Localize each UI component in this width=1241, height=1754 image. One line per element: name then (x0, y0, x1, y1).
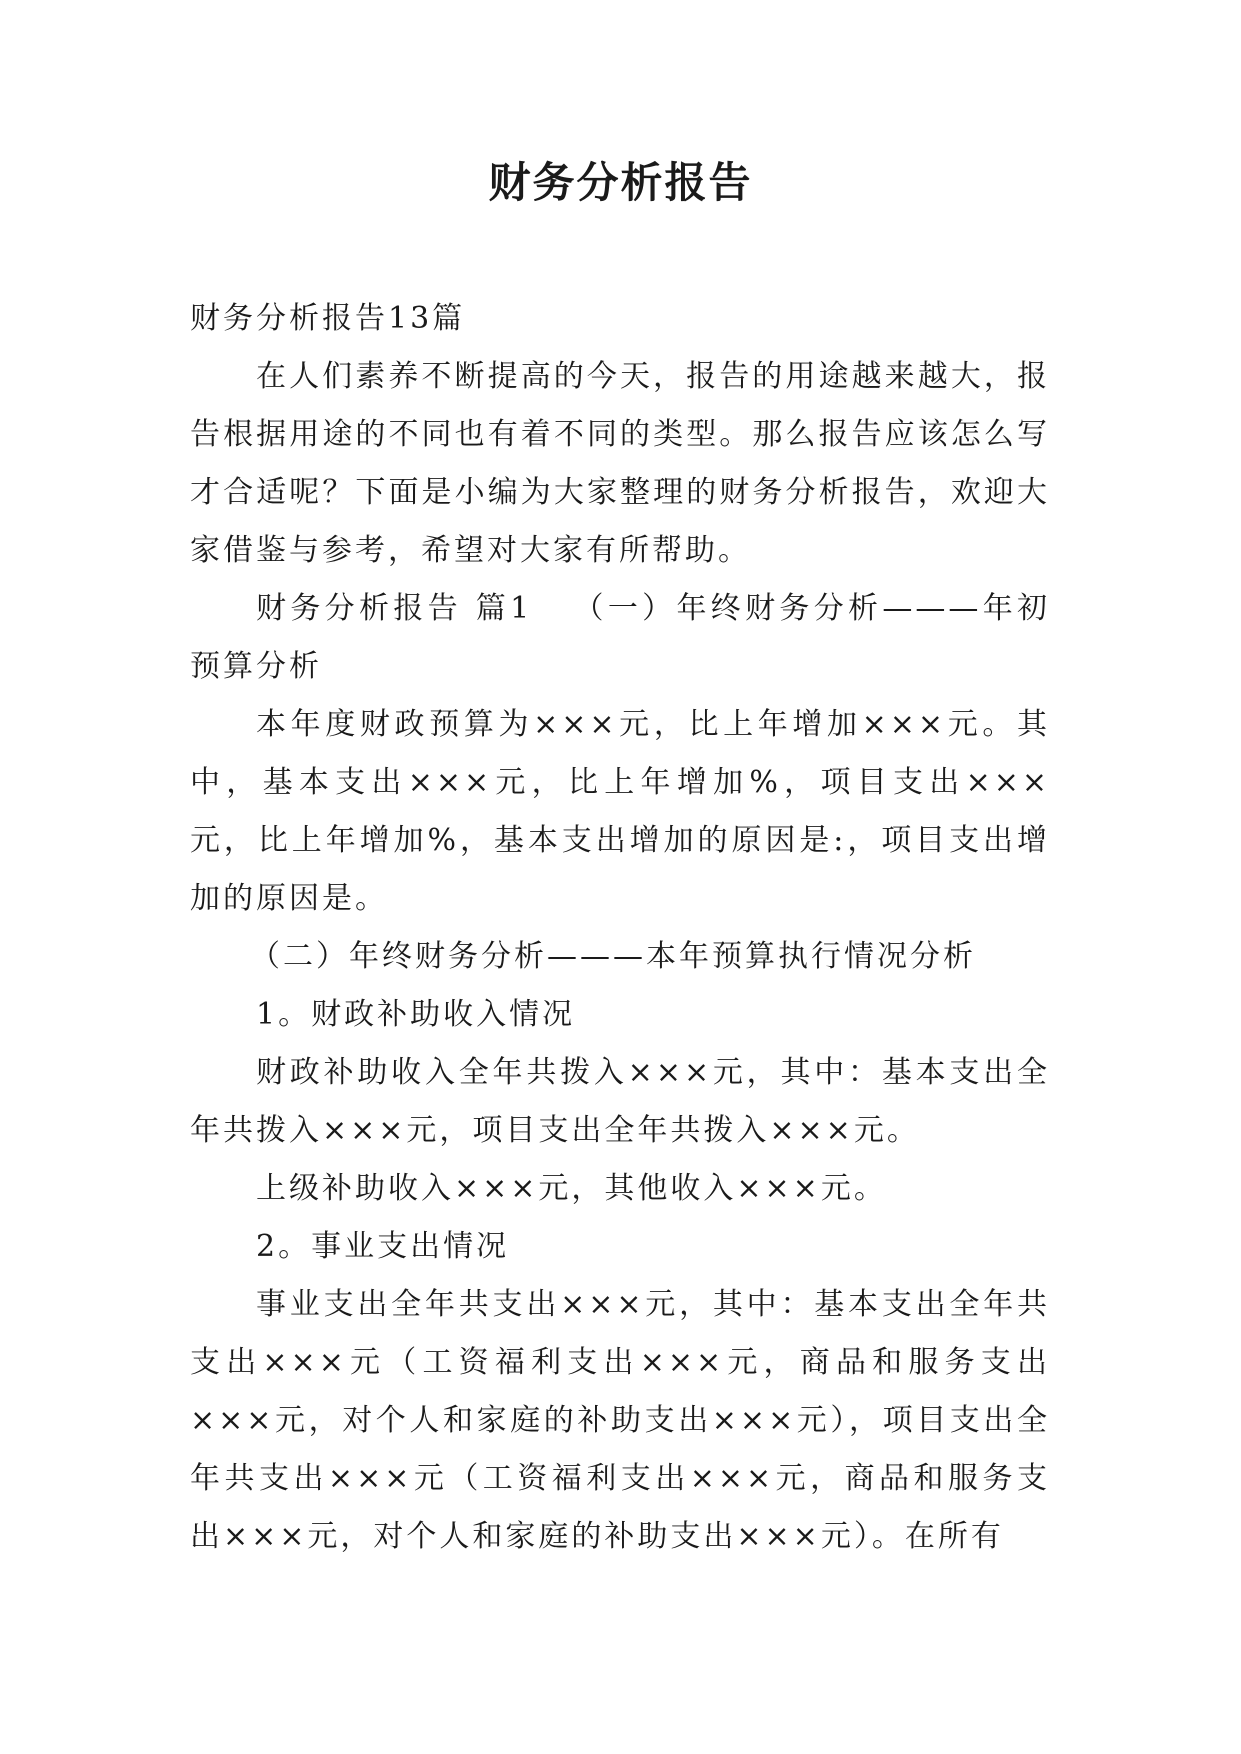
document-body (190, 290, 1050, 1566)
article1-label: 财务分析报告 篇1 (256, 591, 533, 626)
section1-heading: （一）年终财务分析———年初预算分析 (190, 591, 1051, 684)
budget-paragraph: 本年度财政预算为×××元，比上年增加×××元。其中，基本支出×××元，比上年增加%，项目支出×××元，比上年增加%，基本支出增加的原因是:，项目支出增加的原因是。 (190, 707, 1050, 916)
item2-heading: 2。事业支出情况 (256, 1229, 510, 1264)
other-income-paragraph: 上级补助收入×××元，其他收入×××元。 (256, 1171, 887, 1206)
article1-heading-line (190, 580, 1050, 696)
document-subtitle: 财务分析报告13篇 (190, 301, 466, 336)
expenditure-paragraph: 事业支出全年共支出×××元，其中：基本支出全年共支出×××元（工资福利支出×××元，商品和服务支出×××元，对个人和家庭的补助支出×××元），项目支出全年共支出×××元（工资福利支出×××元，商品和服务支出×××元，对个人和家庭的补助支出×××元）。在所有 (190, 1287, 1050, 1554)
section2-heading: （二）年终财务分析———本年预算执行情况分析 (250, 939, 976, 974)
intro-paragraph: 在人们素养不断提高的今天，报告的用途越来越大，报告根据用途的不同也有着不同的类型。那么报告应该怎么写才合适呢？下面是小编为大家整理的财务分析报告，欢迎大家借鉴与参考，希望对大家有所帮助。 (190, 359, 1050, 568)
page-title: 财务分析报告 (488, 158, 753, 207)
item1-heading: 1。财政补助收入情况 (256, 997, 576, 1032)
fiscal-income-paragraph: 财政补助收入全年共拨入×××元，其中：基本支出全年共拨入×××元，项目支出全年共拨入×××元。 (190, 1055, 1050, 1148)
